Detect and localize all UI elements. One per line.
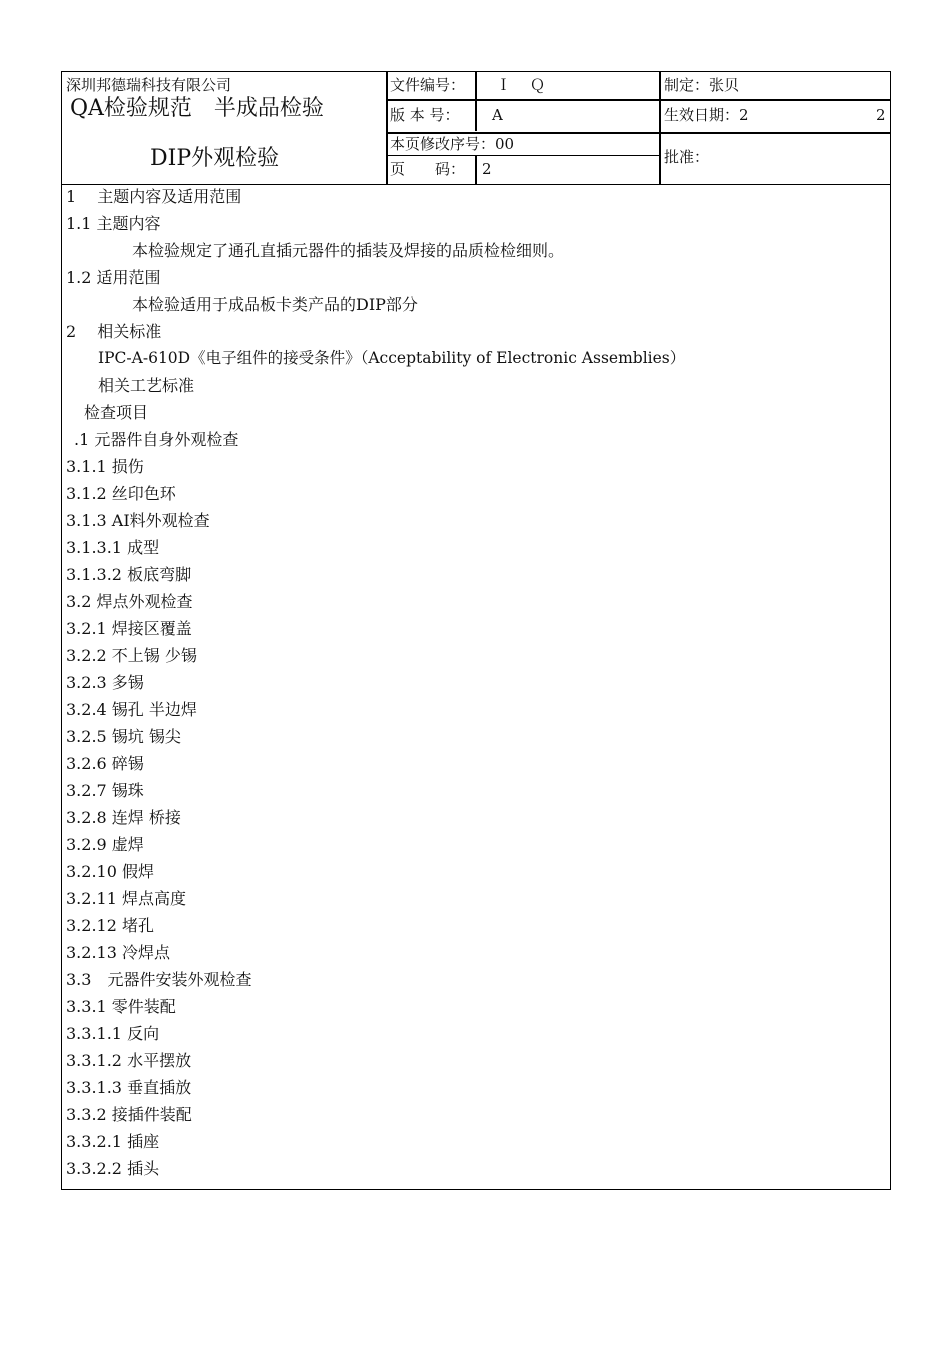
document-header <box>62 72 890 185</box>
list-item: 3.2.10 假焊 <box>66 862 154 881</box>
header-divider <box>475 156 477 185</box>
company-name: 深圳邦德瑞科技有限公司 <box>66 76 232 94</box>
list-item: 3.2.9 虚焊 <box>66 835 144 854</box>
list-item: 3.2.2 不上锡 少锡 <box>66 646 197 665</box>
list-item: 3.3.2.2 插头 <box>66 1159 160 1178</box>
document-subtitle: DIP外观检验 <box>150 146 280 171</box>
list-item: 3.3.1.1 反向 <box>66 1024 160 1043</box>
header-divider <box>659 72 661 185</box>
effective-date-label: 生效日期：2 <box>664 106 749 124</box>
list-item: 3.1.1 损伤 <box>66 457 144 476</box>
list-item: 3.2.5 锡坑 锡尖 <box>66 727 181 746</box>
list-item: 3.3.1.2 水平摆放 <box>66 1051 192 1070</box>
doc-number-value: Ｉ Ｑ <box>496 76 548 94</box>
approved-by-label: 批准： <box>664 148 710 166</box>
list-item: 3.2 焊点外观检查 <box>66 592 193 611</box>
list-item: 3.3.2 接插件装配 <box>66 1105 192 1124</box>
section-heading: 检查项目 <box>84 403 149 422</box>
version-value: A <box>492 106 503 124</box>
list-item: 3.1.3.2 板底弯脚 <box>66 565 192 584</box>
body-paragraph: 本检验规定了通孔直插元器件的插装及焊接的品质检检细则。 <box>132 241 565 260</box>
revision-label: 本页修改序号：00 <box>390 135 515 153</box>
list-item: 3.2.7 锡珠 <box>66 781 144 800</box>
list-item: 3.2.4 锡孔 半边焊 <box>66 700 197 719</box>
version-label: 版 本 号： <box>390 106 460 124</box>
list-item: 3.2.6 碎锡 <box>66 754 144 773</box>
list-item: 3.3 元器件安装外观检查 <box>66 970 252 989</box>
list-item: 3.3.1 零件装配 <box>66 997 176 1016</box>
doc-number-label: 文件编号： <box>390 76 466 94</box>
document-title: QA检验规范 半成品检验 <box>70 96 324 121</box>
list-item: 3.2.11 焊点高度 <box>66 889 186 908</box>
standard-reference: 相关工艺标准 <box>98 376 195 395</box>
document-frame <box>61 71 891 1190</box>
list-item: .1 元器件自身外观检查 <box>74 430 239 449</box>
standard-reference: IPC-A-610D《电子组件的接受条件》（Acceptability of Electronic Assemblies） <box>98 349 686 367</box>
section-heading: 1.2 适用范围 <box>66 268 161 287</box>
section-heading: 1 主题内容及适用范围 <box>66 187 242 206</box>
header-divider <box>386 132 891 134</box>
body-paragraph: 本检验适用于成品板卡类产品的DIP部分 <box>132 295 418 314</box>
page-label: 页 码： <box>390 160 466 178</box>
header-divider <box>386 99 891 101</box>
list-item: 3.1.3 AI料外观检查 <box>66 511 210 530</box>
list-item: 3.2.13 冷焊点 <box>66 943 170 962</box>
section-heading: 2 相关标准 <box>66 322 162 341</box>
list-item: 3.2.3 多锡 <box>66 673 144 692</box>
list-item: 3.3.1.3 垂直插放 <box>66 1078 192 1097</box>
header-divider <box>475 72 477 131</box>
list-item: 3.2.12 堵孔 <box>66 916 154 935</box>
header-divider <box>386 72 388 185</box>
effective-date-tail: 2 <box>876 106 886 124</box>
list-item: 3.2.1 焊接区覆盖 <box>66 619 192 638</box>
section-heading: 1.1 主题内容 <box>66 214 161 233</box>
list-item: 3.1.2 丝印色环 <box>66 484 176 503</box>
page-value: 2 <box>482 160 492 178</box>
prepared-by: 制定：张贝 <box>664 76 740 94</box>
header-divider <box>386 155 659 156</box>
list-item: 3.2.8 连焊 桥接 <box>66 808 181 827</box>
list-item: 3.1.3.1 成型 <box>66 538 160 557</box>
list-item: 3.3.2.1 插座 <box>66 1132 160 1151</box>
